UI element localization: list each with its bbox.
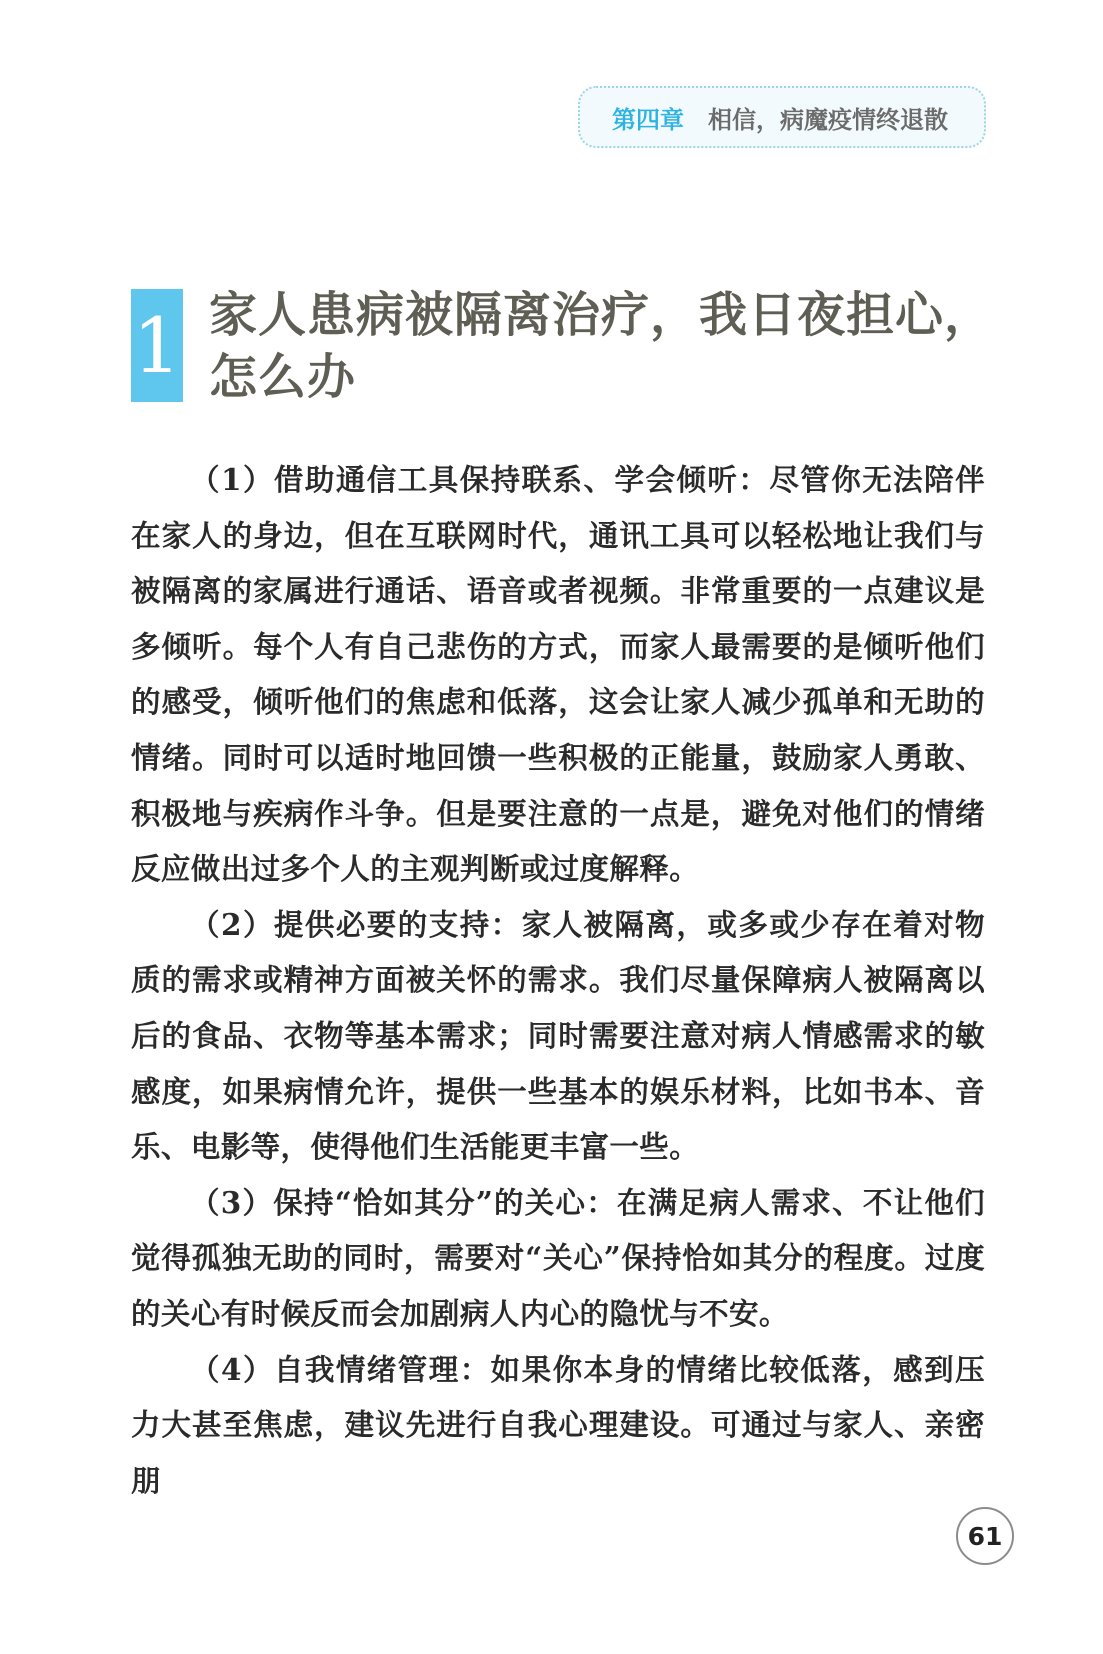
section-number: 1 <box>131 289 183 402</box>
chapter-banner <box>578 86 986 148</box>
chapter-title: 相信，病魔疫情终退散 <box>708 105 948 134</box>
chapter-number: 第四章 <box>612 105 684 134</box>
page-number: 61 <box>956 1507 1014 1565</box>
paragraph-3: （3）保持“恰如其分”的关心：在满足病人需求、不让他们觉得孤独无助的同时，需要对“关心”保持恰如其分的程度。过度的关心有时候反而会加剧病人内心的隐忧与不安。 <box>131 1184 985 1331</box>
paragraph-1: （1）借助通信工具保持联系、学会倾听：尽管你无法陪伴在家人的身边，但在互联网时代，通讯工具可以轻松地让我们与被隔离的家属进行通话、语音或者视频。非常重要的一点建议是多倾听。每个人有自己悲伤的方式，而家人最需要的是倾听他们的感受，倾听他们的焦虑和低落，这会让家人减少孤单和无助的情绪。同时可以适时地回馈一些积极的正能量，鼓励家人勇敢、积极地与疾病作斗争。但是要注意的一点是，避免对他们的情绪反应做出过多个人的主观判断或过度解释。 <box>131 462 985 887</box>
paragraph-4: （4）自我情绪管理：如果你本身的情绪比较低落，感到压力大甚至焦虑，建议先进行自我心理建设。可通过与家人、亲密朋 <box>131 1351 985 1498</box>
paragraph-2: （2）提供必要的支持：家人被隔离，或多或少存在着对物质的需求或精神方面被关怀的需求。我们尽量保障病人被隔离以后的食品、衣物等基本需求；同时需要注意对病人情感需求的敏感度，如果病情允许，提供一些基本的娱乐材料，比如书本、音乐、电影等，使得他们生活能更丰富一些。 <box>131 906 985 1165</box>
section-title: 家人患病被隔离治疗，我日夜担心，怎么办 <box>209 287 994 405</box>
body-text <box>131 452 985 1508</box>
